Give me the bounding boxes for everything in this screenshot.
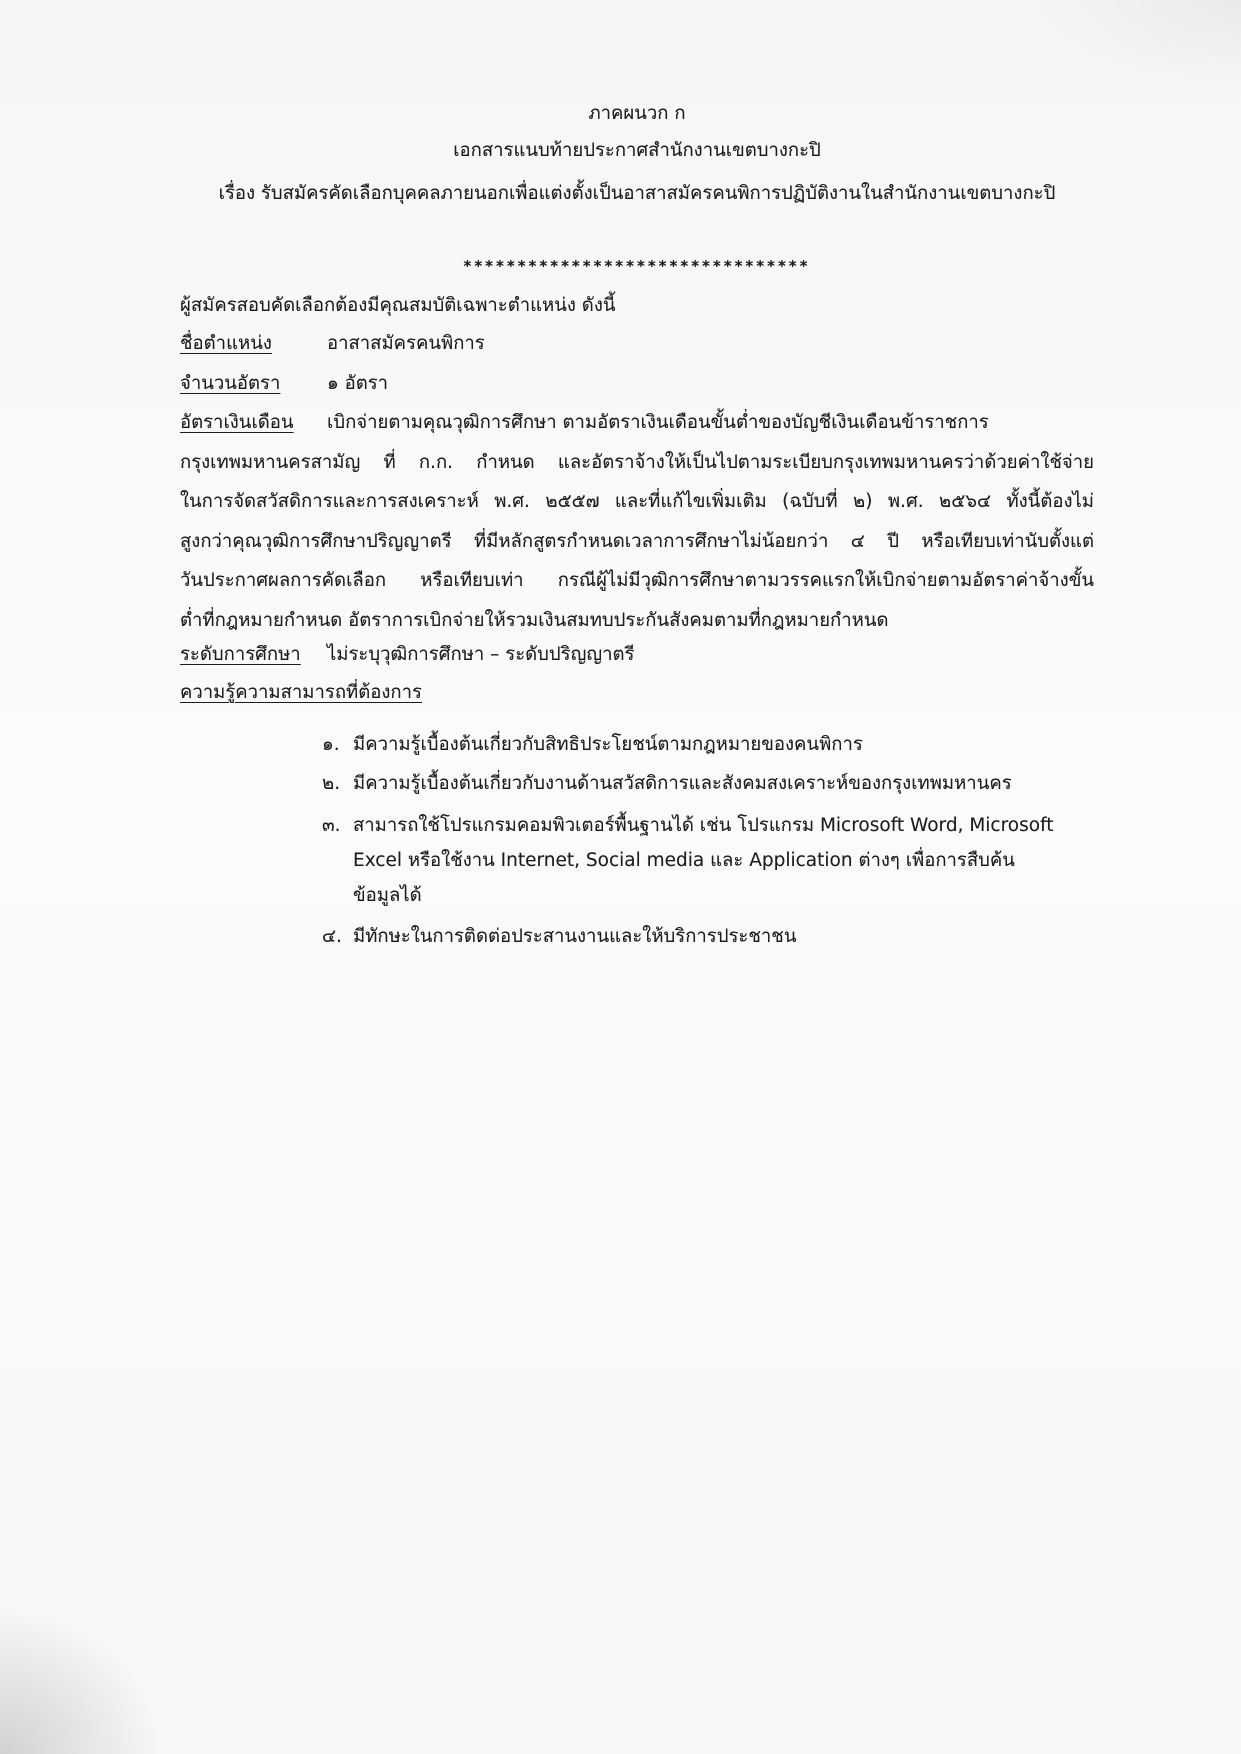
vacancies-row: [180, 365, 1094, 403]
skill-number: ๑.: [322, 733, 340, 755]
skill-text-line: ข้อมูลได้: [353, 884, 422, 906]
skill-text-line: มีความรู้เบื้องต้นเกี่ยวกับสิทธิประโยชน์ตามกฎหมายของคนพิการ: [353, 733, 863, 755]
position-row: [180, 325, 1094, 363]
skill-text: [353, 766, 1094, 801]
skill-item: [322, 727, 1094, 762]
intro-text: ผู้สมัครสอบคัดเลือกต้องมีคุณสมบัติเฉพาะตำแหน่ง ดังนี้: [180, 295, 616, 316]
salary-text-line: ต่ำที่กฎหมายกำหนด อัตราการเบิกจ่ายให้รวมเงินสมทบประกันสังคมตามที่กฎหมายกำหนด: [180, 609, 889, 631]
salary-section: [180, 403, 1094, 640]
attachment-title: เอกสารแนบท้ายประกาศสำนักงานเขตบางกะปิ: [453, 140, 821, 161]
education-label: ระดับการศึกษา: [180, 644, 301, 665]
education-value: ไม่ระบุวุฒิการศึกษา – ระดับปริญญาตรี: [327, 644, 635, 665]
skill-text-line: มีทักษะในการติดต่อประสานงานและให้บริการประชาชน: [353, 925, 797, 947]
salary-text-line: ในการจัดสวัสดิการและการสงเคราะห์ พ.ศ. ๒๕๕๗ และที่แก้ไขเพิ่มเติม (ฉบับที่ ๒) พ.ศ. ๒๕๖๔ ทั้งนี้ต้องไม่: [180, 491, 1094, 512]
position-label: ชื่อตำแหน่ง: [180, 333, 272, 354]
salary-text-line: กรุงเทพมหานครสามัญ ที่ ก.ก. กำหนด และอัตราจ้างให้เป็นไปตามระเบียบกรุงเทพมหานครว่าด้วยค่าใช้จ่าย: [180, 451, 1094, 473]
asterisk-separator: ********************************: [463, 257, 811, 275]
education-row: [180, 636, 1094, 674]
skill-item: [322, 919, 1094, 954]
salary-text-line: เบิกจ่ายตามคุณวุฒิการศึกษา ตามอัตราเงินเดือนขั้นต่ำของบัญชีเงินเดือนข้าราชการ: [327, 412, 989, 433]
vacancies-value: ๑ อัตรา: [327, 373, 389, 394]
vacancies-label: จำนวนอัตรา: [180, 373, 281, 394]
appendix-title: ภาคผนวก ก: [588, 103, 686, 124]
salary-text-line: สูงกว่าคุณวุฒิการศึกษาปริญญาตรี ที่มีหลักสูตรกำหนดเวลาการศึกษาไม่น้อยกว่า ๔ ปี หรือเทียบเท่านับตั้งแต่: [180, 530, 1094, 552]
skills-heading-row: [180, 674, 1094, 712]
skill-item: [322, 808, 1094, 913]
skills-list: [180, 727, 1094, 954]
skill-item: [322, 766, 1094, 801]
skill-text: [353, 808, 1094, 913]
salary-label: อัตราเงินเดือน: [180, 412, 294, 433]
salary-text-line: วันประกาศผลการคัดเลือก หรือเทียบเท่า กรณีผู้ไม่มีวุฒิการศึกษาตามวรรคแรกให้เบิกจ่ายตามอัตราค่าจ้างขั้น: [180, 570, 1094, 591]
skill-number: ๒.: [322, 772, 341, 794]
skill-number: ๔.: [322, 925, 342, 947]
position-value: อาสาสมัครคนพิการ: [327, 333, 485, 354]
skill-text: [353, 919, 1094, 954]
skill-text: [353, 727, 1094, 762]
skill-number: ๓.: [322, 814, 341, 836]
skill-text-line: Excel หรือใช้งาน Internet, Social media และ Application ต่างๆ เพื่อการสืบค้น: [353, 849, 1015, 871]
skill-text-line: มีความรู้เบื้องต้นเกี่ยวกับงานด้านสวัสดิการและสังคมสงเคราะห์ของกรุงเทพมหานคร: [353, 772, 1012, 794]
document-content: [180, 96, 1094, 954]
skill-text-line: สามารถใช้โปรแกรมคอมพิวเตอร์พื้นฐานได้ เช่น โปรแกรม Microsoft Word, Microsoft: [353, 814, 1054, 836]
skills-label: ความรู้ความสามารถที่ต้องการ: [180, 682, 422, 703]
salary-row: [180, 403, 1094, 443]
subject-line: เรื่อง รับสมัครคัดเลือกบุคคลภายนอกเพื่อแต่งตั้งเป็นอาสาสมัครคนพิการปฏิบัติงานในสำนักงานเขตบางกะปิ: [218, 183, 1056, 204]
